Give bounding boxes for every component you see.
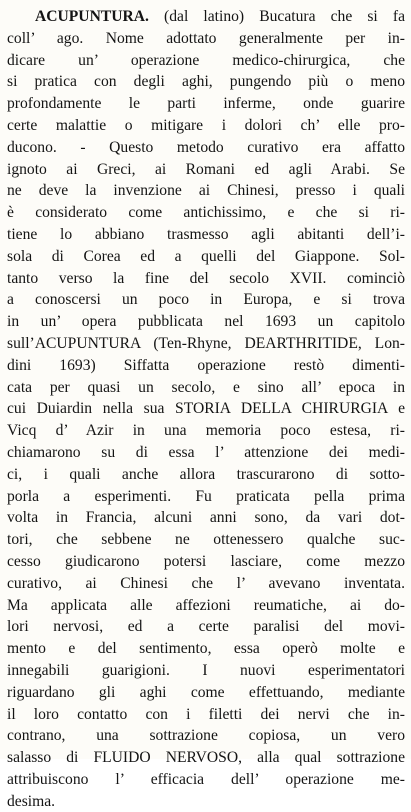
entry-line: tiene lo abbiano trasmesso agli abitanti dell’i- (7, 225, 405, 243)
entry-line: il loro contatto con i filetti dei nervi che in- (7, 705, 405, 723)
entry-line: coll’ ago. Nome adottato generalmente per in- (7, 29, 405, 47)
entry-line: si pratica con degli aghi, pungendo più o meno (7, 73, 405, 91)
entry-line: ne deve la invenzione ai Chinesi, presso i quali (7, 182, 405, 200)
entry-line: innegabili guarigioni. I nuovi esperimentatori (7, 661, 405, 679)
entry-line: salasso di FLUIDO NERVOSO, alla qual sottrazione (7, 749, 405, 767)
entry-line: contrano, una sottrazione copiosa, un vero (7, 727, 405, 745)
entry-line: lori nervosi, ed a certe paralisi del movi- (7, 618, 405, 636)
entry-line: è considerato come antichissimo, e che si ri- (7, 204, 405, 222)
entry-line: ducono. - Questo metodo curativo era affatto (7, 138, 405, 156)
entry-line (7, 6, 405, 28)
entry-line: sull’ACUPUNTURA (Ten-Rhyne, DEARTHRITIDE, Lon- (7, 334, 405, 352)
entry-line: a conoscersi un poco in Europa, e si trova (7, 291, 405, 309)
entry-line: tori, che sebbene ne ottenessero qualche suc- (7, 531, 405, 549)
entry-line-text: (dal latino) Bucatura che si fa (164, 8, 405, 25)
entry-line: Vicq d’ Azir in una memoria poco estesa, ri- (7, 422, 405, 440)
entry-line: cui Duiardin nella sua STORIA DELLA CHIRURGIA e (7, 400, 405, 418)
entry-line: volta in Francia, alcuni anni sono, da vari dot- (7, 509, 405, 527)
entry-line: ci, i quali anche allora trascurarono di sotto- (7, 465, 405, 483)
entry-line: curativo, ai Chinesi che l’ avevano inventata. (7, 574, 405, 592)
entry-line: cesso giudicarono potersi lasciare, come mezzo (7, 552, 405, 570)
entry-line: dicare un’ operazione medico-chirurgica, che (7, 51, 405, 69)
entry-line: chiamarono su di essa l’ attenzione dei medi- (7, 443, 405, 461)
entry-line: dini 1693) Siffatta operazione restò dimenti- (7, 356, 405, 374)
entry-line: ignoto ai Greci, ai Romani ed agli Arabi. Se (7, 160, 405, 178)
entry-line: tanto verso la fine del secolo XVII. cominciò (7, 269, 405, 287)
entry-line: porla a esperimenti. Fu praticata pella prima (7, 487, 405, 505)
entry-line: attribuiscono l’ efficacia dell’ operazione me- (7, 770, 405, 788)
entry-line: Ma applicata alle affezioni reumatiche, ai do- (7, 596, 405, 614)
entry-line: certe malattie o mitigare i dolori ch’ elle pro- (7, 116, 405, 134)
entry-line: profondamente le parti inferme, onde guarire (7, 95, 405, 113)
entry-headword: ACUPUNTURA. (35, 8, 149, 25)
entry-line: riguardano gli aghi come effettuando, mediante (7, 683, 405, 701)
entry-line: cata per quasi un secolo, e sino all’ epoca in (7, 378, 405, 396)
entry-line: in un’ opera pubblicata nel 1693 un capitolo (7, 313, 405, 331)
entry-line: desima. (7, 792, 56, 810)
entry-line: sola di Corea ed a quelli del Giappone. Sol- (7, 247, 405, 265)
dictionary-entry (7, 6, 405, 812)
entry-line: mento e del sentimento, essa operò molte e (7, 640, 405, 658)
